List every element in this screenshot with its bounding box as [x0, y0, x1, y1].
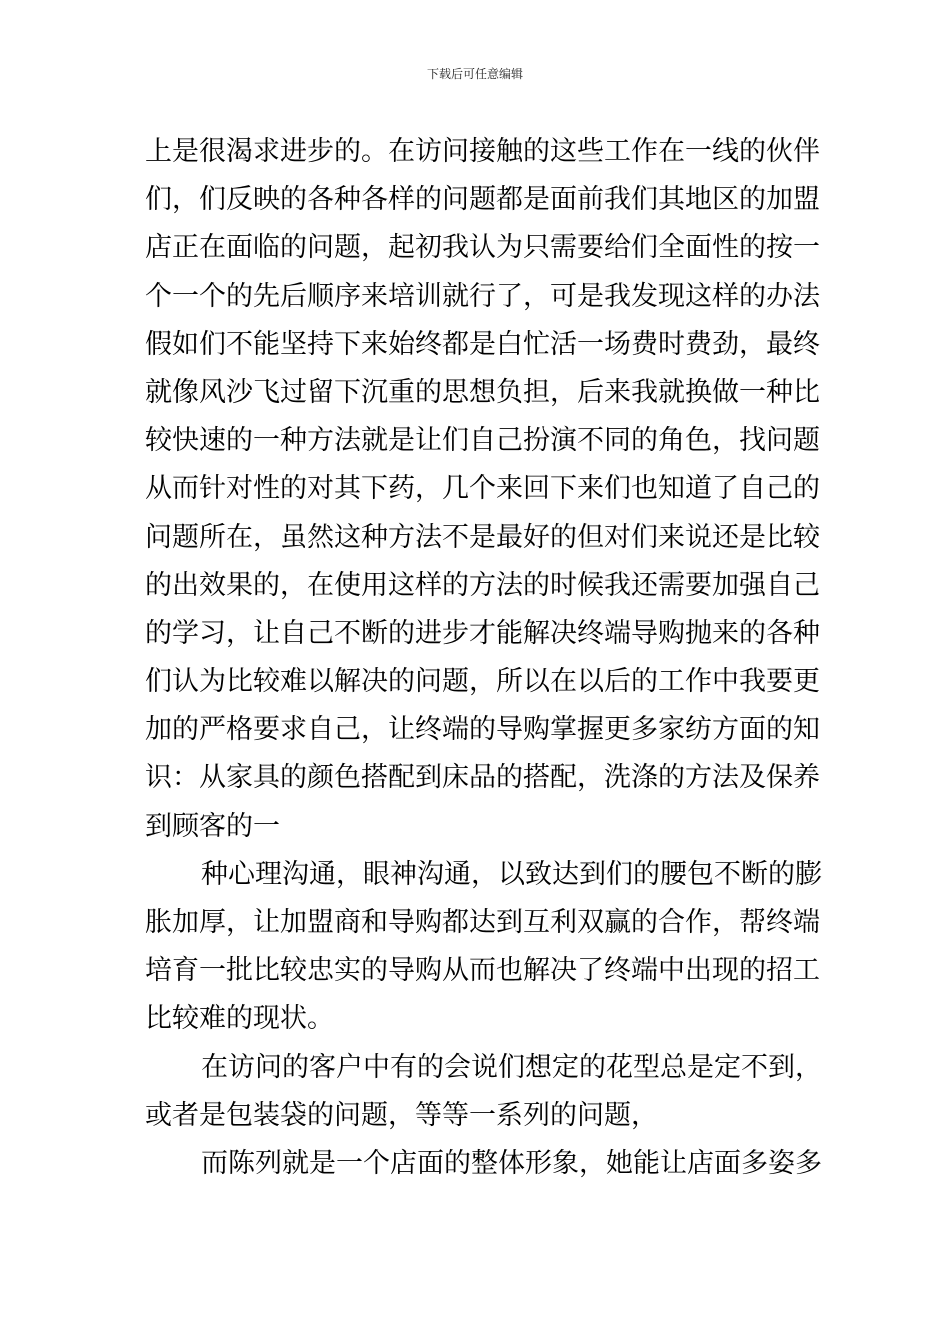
text-line: 或者是包装袋的问题，等等一系列的问题，: [145, 1099, 658, 1131]
text-line: 比较难的现状。: [145, 1003, 334, 1035]
text-line: 到顾客的一: [145, 810, 280, 842]
paragraph: [145, 851, 822, 1044]
text-line: 较快速的一种方法就是让们自己扮演不同的角色，找问题: [145, 425, 820, 457]
text-line: 胀加厚，让加盟商和导购都达到互利双赢的合作，帮终端: [145, 907, 820, 938]
text-line: 培育一批比较忠实的导购从而也解决了终端中出现的招工: [145, 955, 820, 987]
text-line: 假如们不能坚持下来始终都是白忙活一场费时费劲，最终: [145, 328, 820, 360]
text-line: 加的严格要求自己，让终端的导购掌握更多家纺方面的知: [145, 714, 820, 746]
text-line: 就像风沙飞过留下沉重的思想负担，后来我就换做一种比: [145, 376, 820, 408]
body-text: [145, 128, 822, 1188]
text-line: 个一个的先后顺序来培训就行了，可是我发现这样的办法: [145, 280, 820, 312]
text-line: 店正在面临的问题，起初我认为只需要给们全面性的按一: [145, 232, 820, 264]
text-line: 的学习，让自己不断的进步才能解决终端导购抛来的各种: [145, 617, 820, 649]
text-line: 种心理沟通，眼神沟通，以致达到们的腰包不断的膨: [201, 858, 822, 890]
text-line: 们认为比较难以解决的问题，所以在以后的工作中我要更: [145, 666, 820, 698]
text-line: 问题所在，虽然这种方法不是最好的但对们来说还是比较: [145, 521, 820, 553]
paragraph: [145, 1044, 822, 1140]
text-line: 的出效果的，在使用这样的方法的时候我还需要加强自己: [145, 569, 820, 601]
text-line: 上是很渴求进步的。在访问接触的这些工作在一线的伙伴: [145, 136, 820, 167]
text-line: 在访问的客户中有的会说们想定的花型总是定不到，: [201, 1051, 822, 1083]
paragraph: [145, 1140, 822, 1188]
paragraph: [145, 128, 820, 851]
text-line: 们，们反映的各种各样的问题都是面前我们其地区的加盟: [145, 184, 820, 216]
page-header: 下载后可任意编辑: [426, 67, 523, 81]
text-line: 而陈列就是一个店面的整体形象，她能让店面多姿多: [201, 1147, 822, 1179]
text-line: 从而针对性的对其下药，几个来回下来们也知道了自己的: [145, 473, 820, 505]
text-line: 识：从家具的颜色搭配到床品的搭配，洗涤的方法及保养: [145, 762, 820, 794]
